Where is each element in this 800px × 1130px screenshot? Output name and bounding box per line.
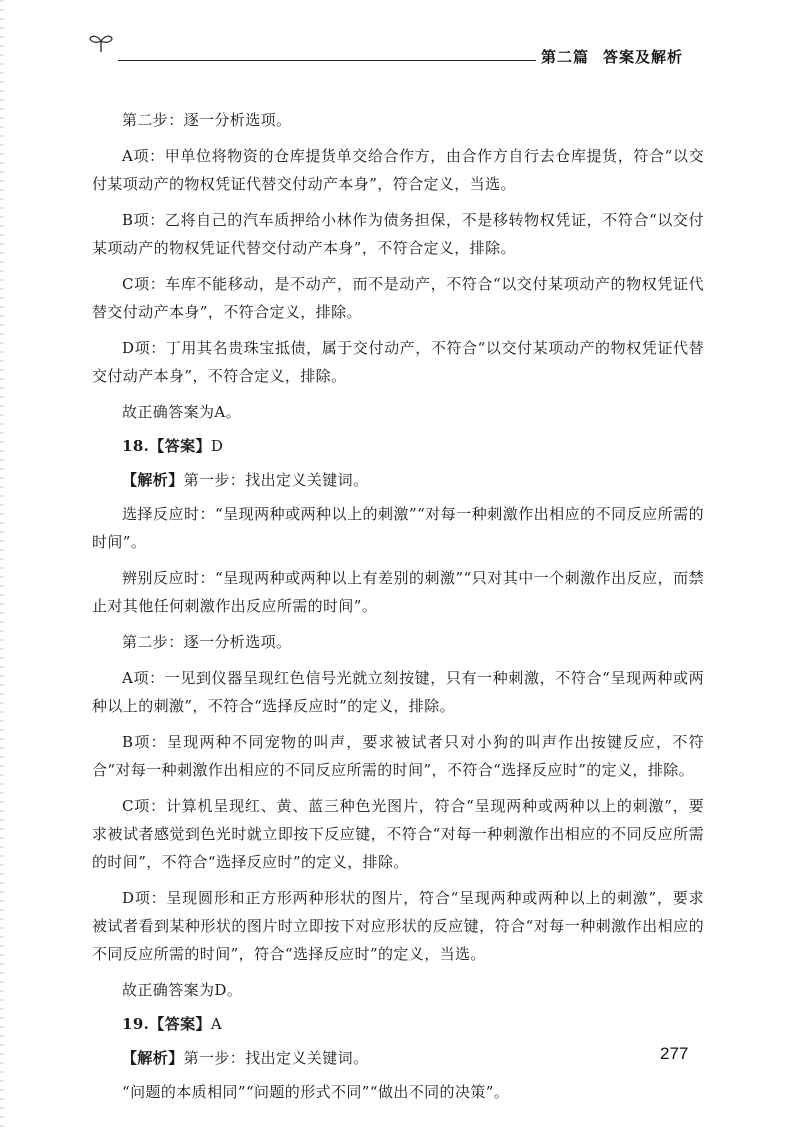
answer-value: D xyxy=(210,437,224,455)
paragraph xyxy=(92,334,704,390)
header-part: 第二篇 xyxy=(541,48,590,66)
paragraph-text: C项：计算机呈现红、黄、蓝三种色光图片，符合“呈现两种或两种以上的刺激”，要求被试者感觉到色光时就立即按下反应键，不符合“对每一种刺激作出相应的不同反应所需的时间”，不符合“选择反应时”的定义，排除。 xyxy=(92,797,704,871)
paragraph xyxy=(92,398,704,426)
paragraph-text: A项：甲单位将物资的仓库提货单交给合作方，由合作方自行去仓库提货，符合“以交付某项动产的物权凭证代替交付动产本身”，符合定义，当选。 xyxy=(92,147,704,193)
paragraph xyxy=(92,628,704,656)
paragraph-text: 故正确答案为D。 xyxy=(122,981,243,999)
page-scan-edge xyxy=(0,0,4,1130)
analysis-label: 【解析】 xyxy=(122,471,184,489)
paragraph xyxy=(92,792,704,876)
paragraph xyxy=(92,728,704,784)
paragraph xyxy=(92,106,704,134)
paragraph-text: A项：一见到仪器呈现红色信号光就立刻按键，只有一种刺激，不符合“呈现两种或两种以上的刺激”，不符合“选择反应时”的定义，排除。 xyxy=(92,669,704,715)
paragraph-text: D项：呈现圆形和正方形两种形状的图片，符合“呈现两种或两种以上的刺激”，要求被试者看到某种形状的图片时立即按下对应形状的反应键，符合“对每一种刺激作出相应的不同反应所需的时间”，符合“选择反应时”的定义，当选。 xyxy=(92,889,704,963)
paragraph-text: C项：车库不能移动，是不动产，而不是动产，不符合“以交付某项动产的物权凭证代替交付动产本身”，不符合定义，排除。 xyxy=(92,275,704,321)
header-section: 答案及解析 xyxy=(603,48,684,66)
header-title xyxy=(541,46,683,67)
paragraph-text: 故正确答案为A。 xyxy=(122,403,242,421)
paragraph-text: B项：呈现两种不同宠物的叫声，要求被试者只对小狗的叫声作出按键反应，不符合“对每一种刺激作出相应的不同反应所需的时间”，不符合“选择反应时”的定义，排除。 xyxy=(92,733,704,779)
page-number: 277 xyxy=(660,1044,689,1063)
paragraph-text: B项：乙将自己的汽车质押给小林作为债务担保，不是移转物权凭证，不符合“以交付某项动产的物权凭证代替交付动产本身”，不符合定义，排除。 xyxy=(92,211,704,257)
paragraph xyxy=(92,500,704,556)
answer-value: A xyxy=(210,1015,223,1033)
paragraph-text: D项：丁用其名贵珠宝抵债，属于交付动产，不符合“以交付某项动产的物权凭证代替交付动产本身”，不符合定义，排除。 xyxy=(92,339,704,385)
answer-line xyxy=(92,432,704,460)
answer-label: 18.【答案】 xyxy=(122,437,211,455)
running-header xyxy=(0,0,800,80)
paragraph xyxy=(92,1078,704,1106)
paragraph xyxy=(92,884,704,968)
analysis-line xyxy=(92,466,704,494)
paragraph xyxy=(92,206,704,262)
answer-line xyxy=(92,1010,704,1038)
analysis-line xyxy=(92,1044,704,1072)
body-text xyxy=(92,106,704,1114)
paragraph xyxy=(92,142,704,198)
analysis-label: 【解析】 xyxy=(122,1049,184,1067)
paragraph xyxy=(92,270,704,326)
paragraph xyxy=(92,664,704,720)
analysis-text: 第一步：找出定义关键词。 xyxy=(183,471,369,489)
header-rule xyxy=(118,60,536,61)
paragraph xyxy=(92,564,704,620)
answer-label: 19.【答案】 xyxy=(122,1015,211,1033)
paragraph-text: 第二步：逐一分析选项。 xyxy=(122,111,292,129)
analysis-text: 第一步：找出定义关键词。 xyxy=(183,1049,369,1067)
paragraph-text: “问题的本质相同”“问题的形式不同”“做出不同的决策”。 xyxy=(122,1083,510,1101)
paragraph-text: 辨别反应时：“呈现两种或两种以上有差别的刺激”“只对其中一个刺激作出反应，而禁止对其他任何刺激作出反应所需的时间”。 xyxy=(92,569,704,615)
paragraph xyxy=(92,976,704,1004)
leaf-sprout-icon xyxy=(88,32,114,54)
paragraph-text: 选择反应时：“呈现两种或两种以上的刺激”“对每一种刺激作出相应的不同反应所需的时间”。 xyxy=(92,505,704,551)
paragraph-text: 第二步：逐一分析选项。 xyxy=(122,633,292,651)
